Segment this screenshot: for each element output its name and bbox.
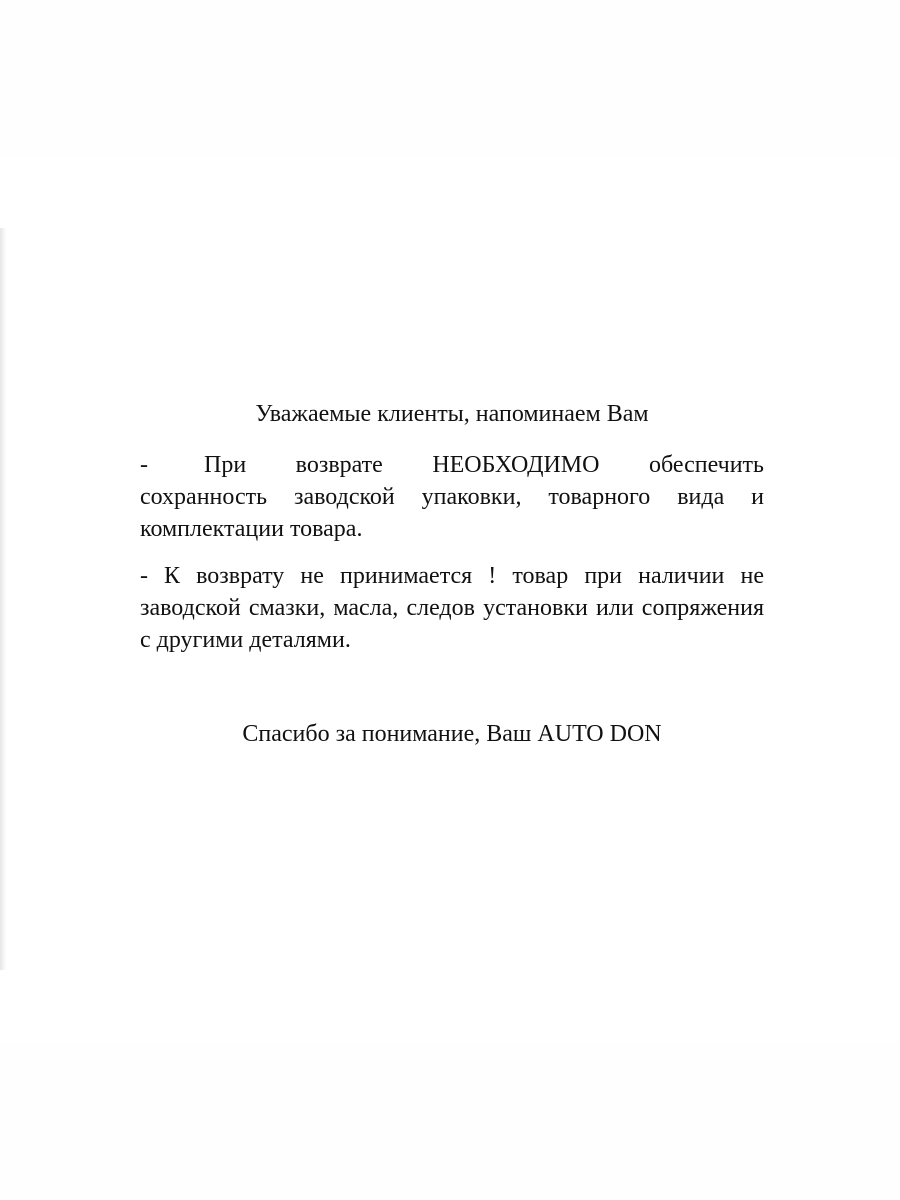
list-dash: - [140, 563, 148, 589]
list-dash: - [140, 452, 148, 478]
return-exclusion-item [140, 560, 764, 656]
page-left-edge [0, 228, 7, 970]
closing-signature: Спасибо за понимание, Ваш AUTO DON [242, 721, 662, 747]
bottom-margin-band [0, 1043, 900, 1200]
document-heading: Уважаемые клиенты, напоминаем Вам [255, 401, 649, 427]
top-margin-band [0, 0, 900, 158]
return-condition-item [140, 449, 764, 545]
return-condition-text: При возврате НЕОБХОДИМО обеспечить сохранность заводской упаковки, товарного вида и комплектации товара. [140, 452, 764, 542]
return-exclusion-text: К возврату не принимается ! товар при наличии не заводской смазки, масла, следов установки или сопряжения с другими деталями. [140, 563, 764, 653]
